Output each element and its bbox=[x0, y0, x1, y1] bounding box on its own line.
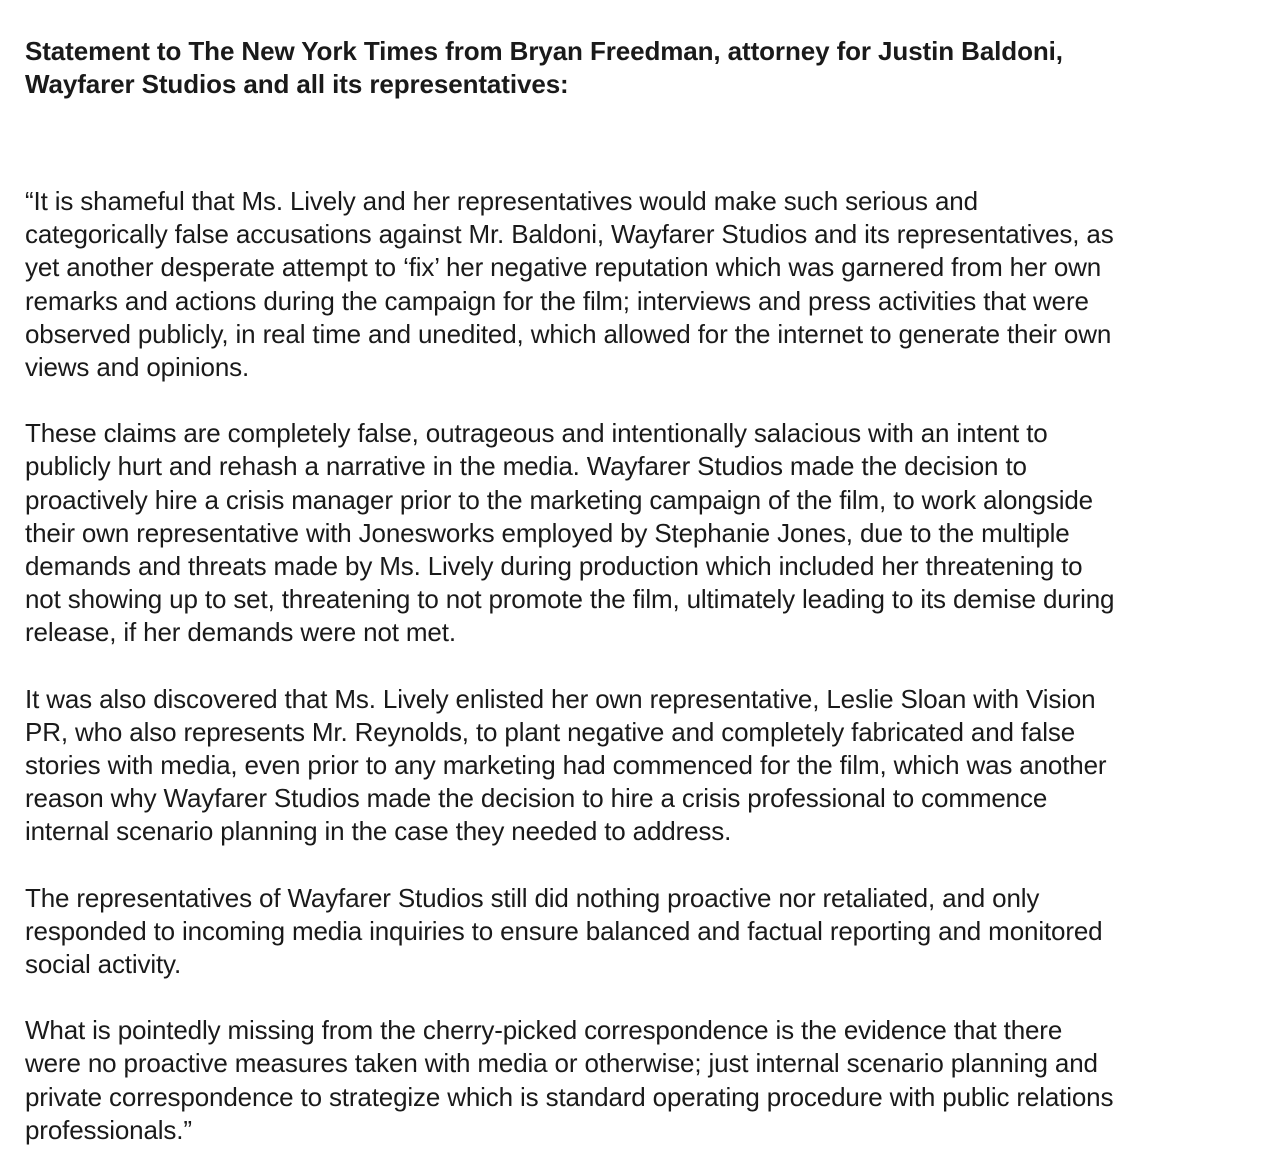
paragraph-1 bbox=[25, 185, 1260, 384]
text-line: internal scenario planning in the case they needed to address. bbox=[25, 816, 732, 847]
text-line: release, if her demands were not met. bbox=[25, 617, 456, 648]
text-line: It was also discovered that Ms. Lively enlisted her own representative, Leslie Sloan with Vision bbox=[25, 683, 1096, 714]
text-line: proactively hire a crisis manager prior to the marketing campaign of the film, to work alongside bbox=[25, 484, 1093, 515]
text-line: “It is shameful that Ms. Lively and her representatives would make such serious and bbox=[25, 186, 978, 216]
text-line: observed publicly, in real time and unedited, which allowed for the internet to generate their own bbox=[25, 318, 1112, 349]
heading-line: Statement to The New York Times from Bryan Freedman, attorney for Justin Baldoni, bbox=[25, 36, 1063, 66]
text-line: These claims are completely false, outrageous and intentionally salacious with an intent to bbox=[25, 418, 1048, 449]
statement-document bbox=[25, 35, 1260, 1147]
text-line: not showing up to set, threatening to not promote the film, ultimately leading to its demise during bbox=[25, 584, 1115, 615]
paragraph-4 bbox=[25, 882, 1260, 982]
statement-heading bbox=[25, 35, 1260, 101]
text-line: social activity. bbox=[25, 949, 182, 980]
text-line: What is pointedly missing from the cherry-picked correspondence is the evidence that there bbox=[25, 1015, 1063, 1046]
paragraph-2 bbox=[25, 417, 1260, 649]
text-line: publicly hurt and rehash a narrative in the media. Wayfarer Studios made the decision to bbox=[25, 451, 1027, 482]
text-line: reason why Wayfarer Studios made the decision to hire a crisis professional to commence bbox=[25, 783, 1048, 814]
text-line: were no proactive measures taken with media or otherwise; just internal scenario planning and bbox=[25, 1048, 1098, 1079]
text-line: The representatives of Wayfarer Studios still did nothing proactive nor retaliated, and only bbox=[25, 882, 1040, 913]
text-line: private correspondence to strategize which is standard operating procedure with public relations bbox=[25, 1081, 1114, 1112]
text-line: yet another desperate attempt to ‘fix’ her negative reputation which was garnered from her own bbox=[25, 252, 1102, 283]
heading-line: Wayfarer Studios and all its representatives: bbox=[25, 69, 569, 99]
text-line: remarks and actions during the campaign for the film; interviews and press activities that were bbox=[25, 285, 1089, 316]
text-line: views and opinions. bbox=[25, 352, 250, 383]
text-line: their own representative with Jonesworks employed by Stephanie Jones, due to the multiple bbox=[25, 517, 1070, 548]
text-line: stories with media, even prior to any marketing had commenced for the film, which was another bbox=[25, 750, 1107, 781]
text-line: demands and threats made by Ms. Lively during production which included her threatening to bbox=[25, 551, 1083, 582]
paragraph-3 bbox=[25, 683, 1260, 849]
text-line: responded to incoming media inquiries to ensure balanced and factual reporting and monitored bbox=[25, 915, 1103, 946]
text-line: PR, who also represents Mr. Reynolds, to plant negative and completely fabricated and false bbox=[25, 716, 1076, 747]
text-line: categorically false accusations against Mr. Baldoni, Wayfarer Studios and its representatives, as bbox=[25, 219, 1114, 250]
text-line: professionals.” bbox=[25, 1114, 192, 1145]
paragraph-5 bbox=[25, 1014, 1260, 1147]
